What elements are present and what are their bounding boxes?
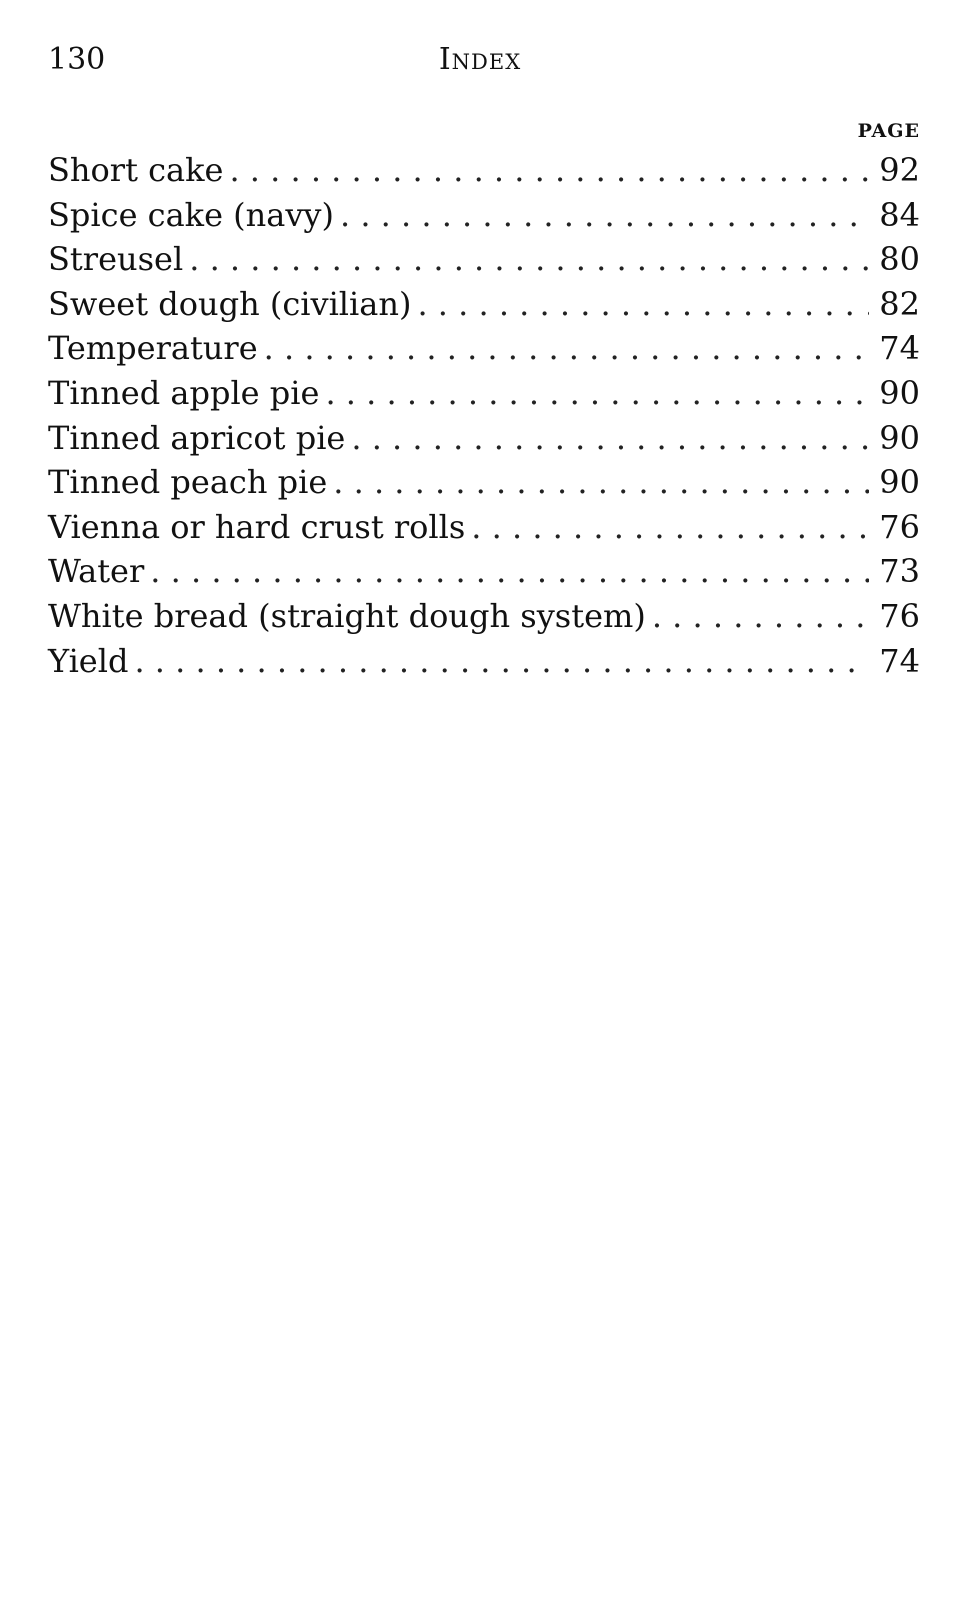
dot-leader — [417, 282, 869, 326]
index-term: Vienna or hard crust rolls — [48, 507, 466, 546]
index-page-ref: 74 — [879, 329, 920, 368]
index-page-ref: 90 — [879, 463, 920, 502]
dot-leader — [134, 639, 869, 683]
index-page-ref: 90 — [879, 418, 920, 457]
index-entry — [48, 326, 920, 371]
index-page-ref: 76 — [879, 507, 920, 546]
index-term: Yield — [48, 641, 129, 680]
index-entry — [48, 416, 920, 461]
dot-leader — [229, 148, 869, 192]
index-term: White bread (straight dough system) — [48, 596, 646, 635]
index-term: Short cake — [48, 151, 224, 189]
index-entry — [48, 282, 920, 327]
index-page-ref: 74 — [879, 641, 920, 680]
dot-leader — [333, 460, 869, 504]
index-page-ref: 76 — [879, 596, 920, 635]
index-term: Tinned peach pie — [48, 463, 328, 502]
index-term: Temperature — [48, 329, 258, 368]
dot-leader — [264, 326, 870, 370]
index-entry — [48, 371, 920, 416]
index-term: Tinned apricot pie — [48, 418, 346, 457]
dot-leader — [652, 594, 869, 638]
index-page-ref: 80 — [879, 240, 920, 279]
index-entry — [48, 505, 920, 550]
index-list — [48, 148, 920, 683]
index-term: Sweet dough (civilian) — [48, 284, 412, 323]
page-number: 130 — [48, 42, 106, 77]
index-page-ref: 92 — [879, 151, 920, 189]
index-term: Streusel — [48, 240, 184, 279]
dot-leader — [340, 193, 869, 237]
index-term: Tinned apple pie — [48, 373, 320, 412]
index-page-ref: 73 — [879, 552, 920, 591]
index-page-ref: 82 — [879, 284, 920, 323]
dot-leader — [189, 237, 869, 281]
dot-leader — [325, 371, 869, 415]
dot-leader — [351, 416, 869, 460]
index-entry — [48, 193, 920, 238]
page-column-label: PAGE — [857, 120, 920, 142]
index-term: Water — [48, 552, 145, 591]
dot-leader — [150, 549, 869, 593]
running-head: Index — [438, 42, 522, 77]
index-entry — [48, 460, 920, 505]
index-entry — [48, 594, 920, 639]
dot-leader — [471, 505, 869, 549]
index-term: Spice cake (navy) — [48, 195, 334, 234]
index-entry — [48, 639, 920, 684]
index-entry — [48, 237, 920, 282]
index-page-ref: 90 — [879, 373, 920, 412]
index-entry — [48, 549, 920, 594]
index-entry — [48, 148, 920, 193]
index-page-ref: 84 — [879, 195, 920, 234]
